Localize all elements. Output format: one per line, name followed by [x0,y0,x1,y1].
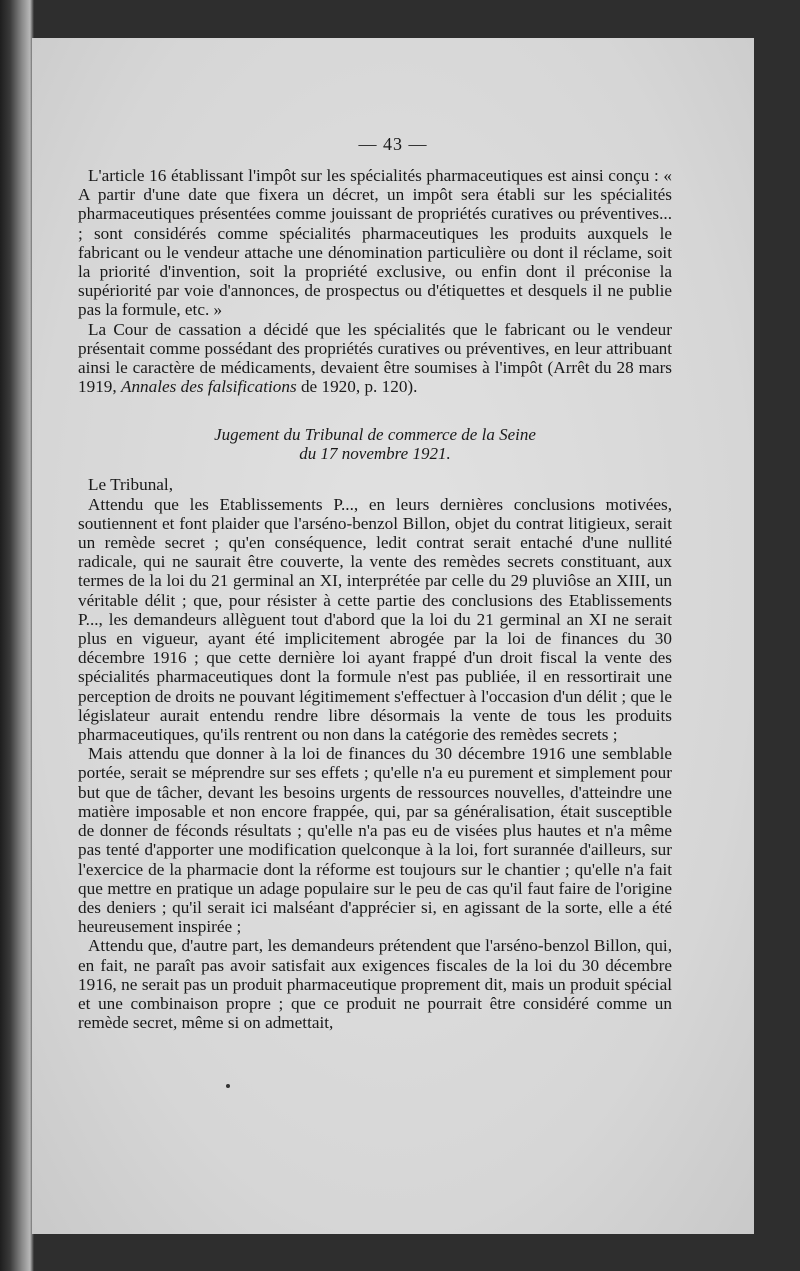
tribunal-salutation: Le Tribunal, [88,475,173,495]
body-text [78,166,672,1032]
ink-speck [226,1084,230,1088]
paragraph-attendu-1: Attendu que les Etablissements P..., en leurs dernières conclusions motivées, soutiennent et font plaider que l'arséno-benzol Billon, objet du contrat litigieux, serait un remède secret ; qu'en conséquence, ledit contrat serait entaché d'une nullité radicale, qui ne saurait être couverte, la vente des remèdes secrets constituant, aux termes de la loi du 21 germinal an XI, interprétée par celle du 29 pluviôse an XIII, un véritable délit ; que, pour résister à cette partie des conclusions des Etablissements P..., les demandeurs allèguent tout d'abord que la loi du 21 germinal an XI ne serait plus en vigueur, ayant été implicitement abrogée par la loi de finances du 30 décembre 1916 ; que cette dernière loi ayant frappé d'un droit fiscal la vente des spécialités pharmaceutiques dont la formule n'est pas publiée, il en ressortirait une perception de droits ne pouvant légitimement s'effectuer à l'occasion d'un délit ; que le législateur aurait entendu rendre libre désormais la vente de tous les produits pharmaceutiques, qu'ils rentrent ou non dans la catégorie des remèdes secrets ; [78,494,672,745]
judgment-heading-line-1: Jugement du Tribunal de commerce de la Seine [214,425,536,445]
annales-citation: Annales des falsifications [120,377,297,397]
paragraph-cour-text-end: de 1920, p. 120). [296,377,418,397]
page-sheet [32,38,754,1234]
paragraph-article-16: L'article 16 établissant l'impôt sur les spécialités pharmaceutiques est ainsi conçu : « A partir d'une date que fixera un décret, un impôt sera établi sur les spécialités pharmaceutiques présentées comme jouissant de propriétés curatives ou préventives... ; sont considérés comme spécialités pharmaceutiques les produits auxquels le fabricant ou le vendeur attache une dénomination particulière ou dont il réclame, soit la priorité d'invention, soit la propriété exclusive, ou enfin dont il préconise la supériorité par voie d'annonces, de prospectus ou d'étiquettes et desquels il ne publie pas la formule, etc. » [78,166,672,320]
paragraph-attendu-2: Attendu que, d'autre part, les demandeurs prétendent que l'arséno-benzol Billon, qui, en fait, ne paraît pas avoir satisfait aux exigences fiscales de la loi du 30 décembre 1916, ne serait pas un produit pharmaceutique proprement dit, mais un produit spécial et une combinaison propre ; que ce produit ne pourrait être considéré comme un remède secret, même si on admettait, [78,936,672,1033]
paragraph-mais-attendu: Mais attendu que donner à la loi de finances du 30 décembre 1916 une semblable portée, serait se méprendre sur ses effets ; qu'elle n'a eu purement et simplement pour but que de tâcher, devant les besoins urgents de ressources nouvelles, d'atteindre une matière imposable et non encore frappée, qui, par sa généralisation, était susceptible de donner de féconds résultats ; qu'elle n'a pas eu de visées plus hautes et n'a même pas tenté d'apporter une modification quelconque à la loi, fort surannée d'ailleurs, sur l'exercice de la pharmacie dont la réforme est toujours sur le chantier ; qu'elle n'a fait que mettre en pratique un adage populaire sur le peu de cas qu'il faut faire de l'origine des deniers ; qu'il serait ici malséant d'apprécier si, en agissant de la sorte, elle a été heureusement inspirée ; [78,744,672,937]
judgment-heading-line-2: du 17 novembre 1921. [299,444,451,464]
page-number: — 43 — [358,134,428,154]
judgment-heading [78,425,672,463]
paragraph-cour-text-start: La Cour de cassation a décidé que les spécialités que le fabricant ou le vendeur présentait comme possédant des propriétés curatives ou préventives, en leur attribuant ainsi le caractère de médicaments, devaient être soumises à l'impôt (Arrêt du 28 mars 1919, [78,319,672,397]
paragraph-cour-de-cassation [78,320,672,397]
